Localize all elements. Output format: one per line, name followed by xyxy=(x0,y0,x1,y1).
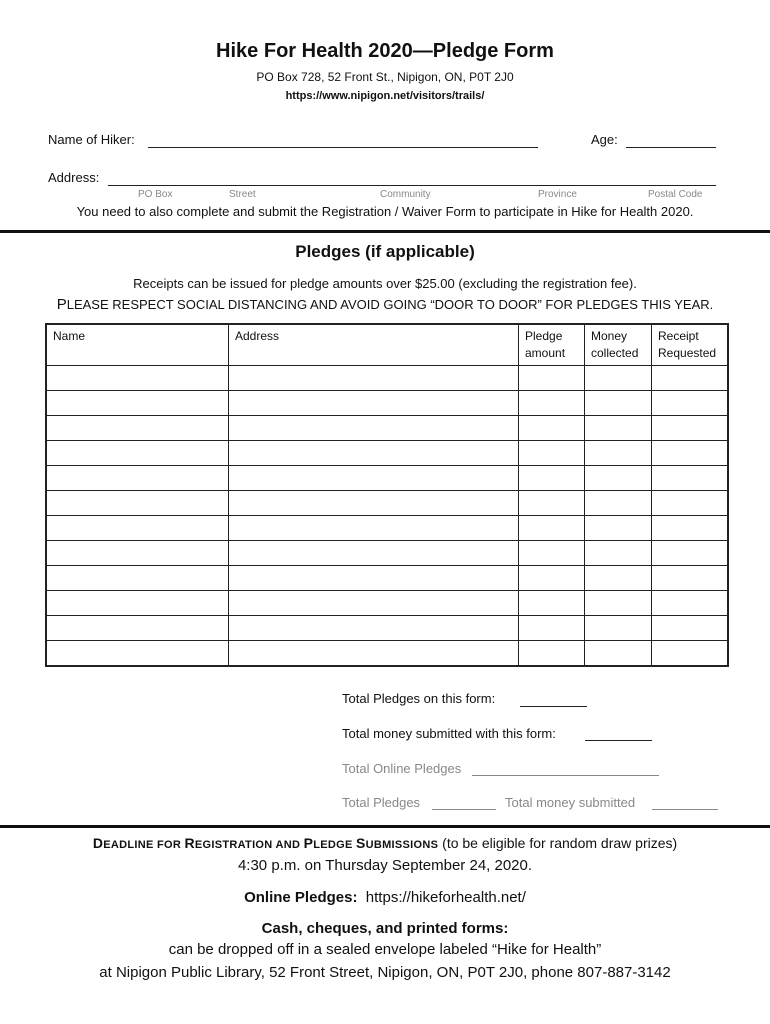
cell-address[interactable] xyxy=(229,466,519,491)
cell-pledge-amount[interactable] xyxy=(519,466,585,491)
cell-address[interactable] xyxy=(229,441,519,466)
table-row xyxy=(46,491,728,516)
cell-money-collected[interactable] xyxy=(585,391,652,416)
cell-money-collected[interactable] xyxy=(585,616,652,641)
table-row xyxy=(46,541,728,566)
cell-money-collected[interactable] xyxy=(585,466,652,491)
total-online-field[interactable] xyxy=(472,775,659,776)
total-pledges-field[interactable] xyxy=(432,809,496,810)
cell-address[interactable] xyxy=(229,491,519,516)
cell-name[interactable] xyxy=(46,616,229,641)
distancing-note: PLEASE RESPECT SOCIAL DISTANCING AND AVOID GOING “DOOR TO DOOR” FOR PLEDGES THIS YEAR. xyxy=(56,296,714,313)
total-pledges-label: Total Pledges xyxy=(342,795,421,810)
cell-name[interactable] xyxy=(46,591,229,616)
cell-name[interactable] xyxy=(46,366,229,391)
pledge-table xyxy=(45,323,729,667)
cell-name[interactable] xyxy=(46,516,229,541)
col-address: Address xyxy=(229,324,519,366)
table-row xyxy=(46,416,728,441)
total-money-form-label: Total money submitted with this form: xyxy=(342,726,556,741)
total-pledges-form-label: Total Pledges on this form: xyxy=(342,691,496,706)
cell-receipt-requested[interactable] xyxy=(652,416,729,441)
cell-money-collected[interactable] xyxy=(585,366,652,391)
cell-receipt-requested[interactable] xyxy=(652,516,729,541)
total-money-form-field[interactable] xyxy=(585,740,652,741)
table-row xyxy=(46,391,728,416)
cell-pledge-amount[interactable] xyxy=(519,366,585,391)
hint-street: Street xyxy=(229,189,256,200)
cell-name[interactable] xyxy=(46,491,229,516)
table-row xyxy=(46,466,728,491)
col-money-collected: Money collected xyxy=(585,324,652,366)
hint-po-box: PO Box xyxy=(138,189,173,200)
cell-receipt-requested[interactable] xyxy=(652,366,729,391)
table-row xyxy=(46,616,728,641)
age-label: Age: xyxy=(591,132,618,147)
form-title: Hike For Health 2020—Pledge Form xyxy=(216,40,554,62)
hint-postal-code: Postal Code xyxy=(648,189,703,200)
pledge-table-header xyxy=(46,324,728,366)
cell-pledge-amount[interactable] xyxy=(519,491,585,516)
cell-name[interactable] xyxy=(46,566,229,591)
cell-pledge-amount[interactable] xyxy=(519,391,585,416)
cell-name[interactable] xyxy=(46,441,229,466)
cell-address[interactable] xyxy=(229,641,519,667)
cell-money-collected[interactable] xyxy=(585,641,652,667)
col-pledge-amount: Pledge amount xyxy=(519,324,585,366)
cell-address[interactable] xyxy=(229,391,519,416)
cell-address[interactable] xyxy=(229,566,519,591)
cell-money-collected[interactable] xyxy=(585,441,652,466)
table-row xyxy=(46,516,728,541)
cell-receipt-requested[interactable] xyxy=(652,466,729,491)
cell-name[interactable] xyxy=(46,541,229,566)
online-pledges-label: Online Pledges: xyxy=(244,889,358,906)
table-row xyxy=(46,641,728,667)
cell-pledge-amount[interactable] xyxy=(519,416,585,441)
cell-money-collected[interactable] xyxy=(585,491,652,516)
cell-pledge-amount[interactable] xyxy=(519,566,585,591)
pledges-title: Pledges (if applicable) xyxy=(295,242,475,261)
total-online-label: Total Online Pledges xyxy=(342,761,462,776)
cash-heading: Cash, cheques, and printed forms: xyxy=(261,920,509,937)
hiker-name-label: Name of Hiker: xyxy=(48,132,135,147)
cell-money-collected[interactable] xyxy=(585,566,652,591)
address-label: Address: xyxy=(48,170,100,185)
deadline-heading: DEADLINE FOR REGISTRATION AND PLEDGE SUBMISSIONS (to be eligible for random draw prizes) xyxy=(92,835,678,851)
cell-money-collected[interactable] xyxy=(585,516,652,541)
online-pledges xyxy=(0,889,770,906)
cell-name[interactable] xyxy=(46,466,229,491)
total-money-label: Total money submitted xyxy=(505,795,636,810)
cell-name[interactable] xyxy=(46,641,229,667)
deadline-time: 4:30 p.m. on Thursday September 24, 2020. xyxy=(237,857,533,874)
table-row xyxy=(46,441,728,466)
cell-money-collected[interactable] xyxy=(585,591,652,616)
table-row xyxy=(46,566,728,591)
cell-address[interactable] xyxy=(229,541,519,566)
col-receipt-requested: Receipt Requested xyxy=(652,324,729,366)
divider-bottom xyxy=(0,825,770,828)
org-address: PO Box 728, 52 Front St., Nipigon, ON, P0T 2J0 xyxy=(256,70,514,84)
cell-receipt-requested[interactable] xyxy=(652,391,729,416)
cell-money-collected[interactable] xyxy=(585,541,652,566)
total-pledges-form-field[interactable] xyxy=(520,706,587,707)
waiver-note: You need to also complete and submit the Registration / Waiver Form to participate in Hike for Health 2020. xyxy=(76,204,694,219)
cell-receipt-requested[interactable] xyxy=(652,541,729,566)
hint-province: Province xyxy=(538,189,577,200)
cell-money-collected[interactable] xyxy=(585,416,652,441)
cell-receipt-requested[interactable] xyxy=(652,441,729,466)
dropoff-note: can be dropped off in a sealed envelope labeled “Hike for Health” xyxy=(168,941,602,958)
total-money-field[interactable] xyxy=(652,809,718,810)
receipts-note: Receipts can be issued for pledge amounts over $25.00 (excluding the registration fee). xyxy=(133,276,637,291)
cell-pledge-amount[interactable] xyxy=(519,516,585,541)
address-field[interactable] xyxy=(108,185,716,186)
cell-address[interactable] xyxy=(229,516,519,541)
cell-pledge-amount[interactable] xyxy=(519,616,585,641)
cell-receipt-requested[interactable] xyxy=(652,566,729,591)
age-field[interactable] xyxy=(626,147,716,148)
col-name: Name xyxy=(46,324,229,366)
cell-pledge-amount[interactable] xyxy=(519,541,585,566)
cell-receipt-requested[interactable] xyxy=(652,591,729,616)
hint-community: Community xyxy=(380,189,431,200)
website-link[interactable]: https://www.nipigon.net/visitors/trails/ xyxy=(285,90,485,102)
table-row xyxy=(46,366,728,391)
cell-name[interactable] xyxy=(46,416,229,441)
cell-name[interactable] xyxy=(46,391,229,416)
cell-address[interactable] xyxy=(229,616,519,641)
cell-pledge-amount[interactable] xyxy=(519,441,585,466)
library-address: at Nipigon Public Library, 52 Front Street, Nipigon, ON, P0T 2J0, phone 807-887-3142 xyxy=(99,964,671,981)
cell-receipt-requested[interactable] xyxy=(652,616,729,641)
cell-address[interactable] xyxy=(229,366,519,391)
divider-top xyxy=(0,230,770,233)
hiker-name-field[interactable] xyxy=(148,147,538,148)
cell-address[interactable] xyxy=(229,416,519,441)
cell-pledge-amount[interactable] xyxy=(519,641,585,667)
cell-receipt-requested[interactable] xyxy=(652,641,729,667)
cell-address[interactable] xyxy=(229,591,519,616)
cell-pledge-amount[interactable] xyxy=(519,591,585,616)
table-row xyxy=(46,591,728,616)
online-pledges-link[interactable]: https://hikeforhealth.net/ xyxy=(365,889,526,906)
cell-receipt-requested[interactable] xyxy=(652,491,729,516)
